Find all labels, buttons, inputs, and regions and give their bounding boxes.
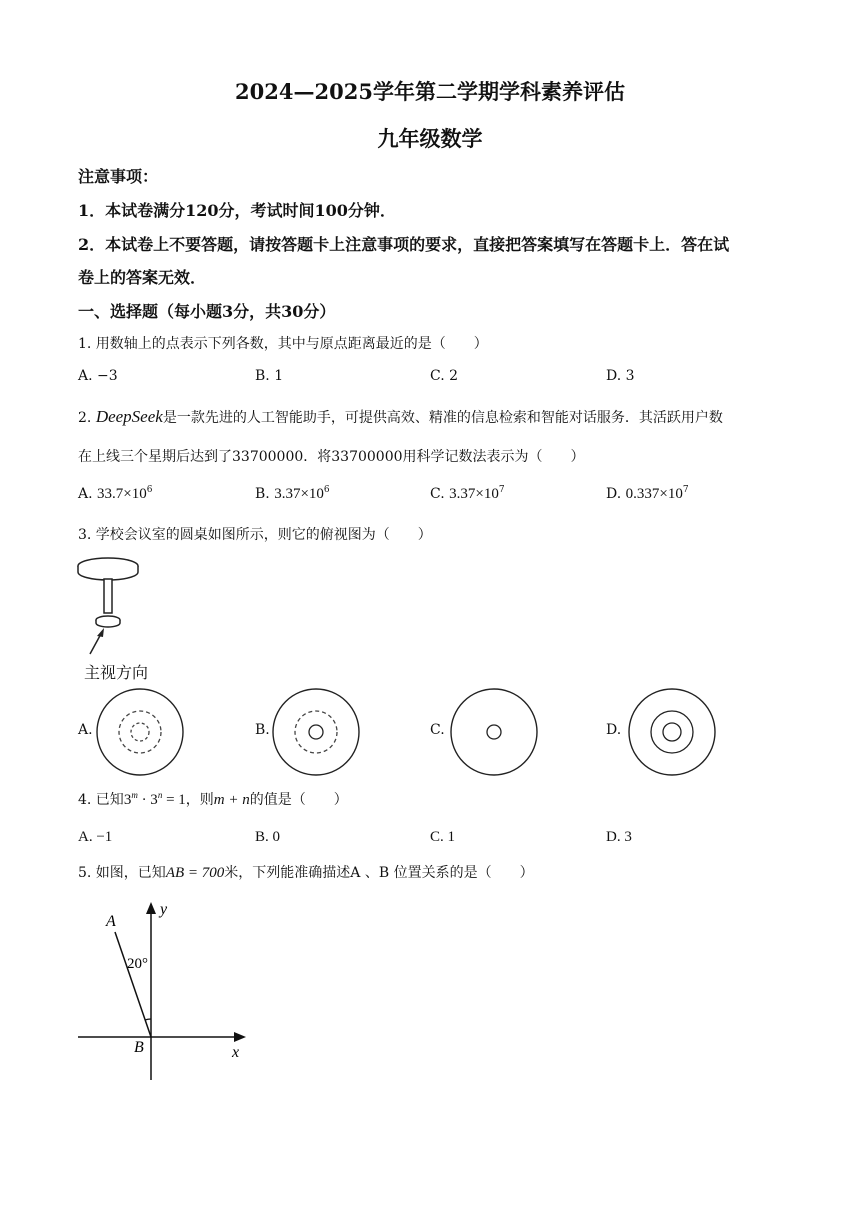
page-title: 2024—2025学年第二学期学科素养评估 bbox=[235, 79, 625, 104]
section-heading: 一、选择题（每小题3分，共30分） bbox=[78, 302, 336, 321]
question-3-option-d-label: D. bbox=[606, 722, 622, 738]
question-1-option-a: A. −3 bbox=[78, 368, 118, 384]
point-a-label: A bbox=[106, 913, 116, 930]
notes-heading: 注意事项： bbox=[78, 167, 159, 186]
segment-ab bbox=[115, 932, 151, 1037]
question-3-stem: 3. 学校会议室的圆桌如图所示，则它的俯视图为（ ） bbox=[78, 527, 432, 543]
question-3-option-a-label: A. bbox=[78, 722, 93, 738]
x-axis-arrow-icon bbox=[234, 1032, 246, 1042]
question-1-stem: 1. 用数轴上的点表示下列各数，其中与原点距离最近的是（ ） bbox=[78, 336, 488, 352]
question-2-stem-line-1 bbox=[78, 407, 723, 427]
y-axis-label: y bbox=[160, 901, 168, 918]
question-2-stem-text: 是一款先进的人工智能助手，可提供高效、精准的信息检索和智能对话服务．其活跃用户数 bbox=[162, 410, 723, 426]
point-b-label: B bbox=[134, 1039, 144, 1056]
question-2-stem-line-2: 在上线三个星期后达到了33700000．将33700000用科学记数法表示为（ ） bbox=[78, 449, 585, 465]
question-2-option-d: D. $0.337\times 10^7$ bbox=[606, 485, 689, 502]
question-3-option-c-figure bbox=[448, 686, 540, 778]
question-4-option-d: D. 3 bbox=[606, 829, 632, 845]
y-axis-arrow-icon bbox=[146, 902, 156, 914]
x-axis-label: x bbox=[232, 1044, 240, 1061]
page-subtitle: 九年级数学 bbox=[377, 126, 483, 151]
question-4-option-c: C. 1 bbox=[430, 829, 456, 845]
question-2-option-a: A. $33.7\times 10^6$ bbox=[78, 485, 153, 502]
angle-label: 20° bbox=[127, 956, 148, 972]
angle-arc bbox=[145, 1019, 151, 1020]
question-2-option-c: C. $3.37\times 10^7$ bbox=[430, 485, 505, 502]
round-table-figure bbox=[70, 552, 160, 662]
view-direction-label: 主视方向 bbox=[84, 663, 149, 682]
question-3-option-b-figure bbox=[270, 686, 362, 778]
question-1-option-c: C. 2 bbox=[430, 368, 459, 384]
question-4-option-b: B. 0 bbox=[255, 829, 281, 845]
question-3-option-a-figure bbox=[94, 686, 186, 778]
question-3-option-d-figure bbox=[626, 686, 718, 778]
question-2-option-b: B. $3.37\times 10^6$ bbox=[255, 485, 330, 502]
question-1-option-b: B. 1 bbox=[255, 368, 284, 384]
notes-item-2: 2．本试卷上不要答题，请按答题卡上注意事项的要求，直接把答案填写在答题卡上．答在试 bbox=[78, 235, 730, 254]
question-2-brand: DeepSeek bbox=[95, 407, 163, 426]
question-5-coordinate-figure bbox=[70, 892, 260, 1084]
question-5-stem: 5. 如图，已知AB = 700米，下列能准确描述A 、B 位置关系的是（ ） bbox=[78, 865, 534, 881]
question-3-option-b-label: B. bbox=[255, 722, 270, 738]
notes-item-1: 1．本试卷满分120分，考试时间100分钟． bbox=[78, 201, 396, 220]
question-4-stem: 4. 已知$3^m \cdot 3^n = 1$，则m + n的值是（ ） bbox=[78, 790, 348, 808]
question-3-option-c-label: C. bbox=[430, 722, 445, 738]
notes-item-2-continued: 卷上的答案无效． bbox=[78, 268, 207, 287]
question-1-option-d: D. 3 bbox=[606, 368, 635, 384]
question-2-number: 2. bbox=[78, 410, 92, 426]
question-4-option-a: A. −1 bbox=[78, 829, 113, 845]
